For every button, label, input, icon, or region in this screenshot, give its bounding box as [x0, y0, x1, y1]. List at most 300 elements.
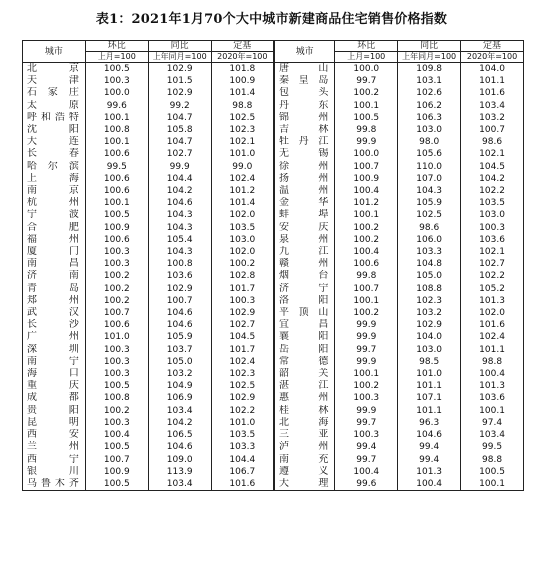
table-row [23, 270, 524, 282]
mom-cell: 100.1 [335, 100, 398, 112]
fixed-cell: 103.4 [461, 429, 524, 441]
city-cell: 丹 东 [274, 100, 335, 112]
city-cell: 福 州 [23, 234, 86, 246]
fixed-cell: 98.6 [461, 136, 524, 148]
yoy-cell: 102.7 [148, 148, 211, 160]
mom-cell: 100.5 [85, 478, 148, 491]
table-row [23, 466, 524, 478]
city-cell: 泉 州 [274, 234, 335, 246]
city-cell: 金 华 [274, 197, 335, 209]
fixed-cell: 101.0 [211, 148, 274, 160]
mom-cell: 100.6 [85, 148, 148, 160]
fixed-cell: 102.4 [211, 173, 274, 185]
city-cell: 长 沙 [23, 319, 86, 331]
fixed-cell: 102.0 [211, 246, 274, 258]
table-row [23, 75, 524, 87]
fixed-base-header: 2020年=100 [211, 52, 274, 63]
mom-cell: 99.8 [335, 124, 398, 136]
yoy-cell: 105.9 [148, 331, 211, 343]
table-row [23, 380, 524, 392]
fixed-cell: 105.2 [461, 283, 524, 295]
city-cell: 杭 州 [23, 197, 86, 209]
city-cell: 南 宁 [23, 356, 86, 368]
table-row [23, 417, 524, 429]
mom-cell: 100.6 [85, 173, 148, 185]
fixed-cell: 101.1 [461, 344, 524, 356]
mom-cell: 100.2 [85, 283, 148, 295]
city-cell: 天 津 [23, 75, 86, 87]
mom-cell: 100.4 [85, 429, 148, 441]
fixed-cell: 100.3 [461, 222, 524, 234]
fixed-cell: 101.6 [461, 87, 524, 99]
city-cell: 桂 林 [274, 405, 335, 417]
table-row [23, 246, 524, 258]
yoy-cell: 104.3 [398, 185, 461, 197]
mom-cell: 100.2 [335, 87, 398, 99]
yoy-cell: 106.5 [148, 429, 211, 441]
yoy-cell: 102.6 [398, 87, 461, 99]
table-row [23, 368, 524, 380]
fixed-base-header: 2020年=100 [461, 52, 524, 63]
mom-cell: 99.7 [335, 417, 398, 429]
fixed-cell: 100.2 [211, 258, 274, 270]
yoy-cell: 102.9 [148, 87, 211, 99]
fixed-cell: 101.3 [461, 380, 524, 392]
mom-cell: 100.7 [85, 307, 148, 319]
mom-cell: 101.0 [85, 331, 148, 343]
yoy-cell: 104.2 [148, 417, 211, 429]
city-cell: 温 州 [274, 185, 335, 197]
mom-cell: 99.9 [335, 405, 398, 417]
city-cell: 银 川 [23, 466, 86, 478]
yoy-cell: 101.1 [398, 380, 461, 392]
fixed-cell: 103.2 [461, 112, 524, 124]
city-cell: 三 亚 [274, 429, 335, 441]
yoy-cell: 105.8 [148, 124, 211, 136]
fixed-cell: 101.4 [211, 197, 274, 209]
yoy-cell: 100.4 [398, 478, 461, 491]
fixed-cell: 102.1 [461, 148, 524, 160]
fixed-cell: 102.2 [461, 185, 524, 197]
price-index-table [22, 40, 524, 491]
city-cell: 石家庄 [23, 87, 86, 99]
mom-cell: 99.6 [335, 478, 398, 491]
fixed-cell: 102.7 [461, 258, 524, 270]
yoy-cell: 105.0 [398, 270, 461, 282]
fixed-cell: 102.4 [461, 331, 524, 343]
table-row [23, 197, 524, 209]
mom-cell: 100.2 [85, 270, 148, 282]
yoy-cell: 109.8 [398, 63, 461, 76]
table-row [23, 307, 524, 319]
yoy-cell: 99.4 [398, 441, 461, 453]
mom-cell: 100.3 [85, 356, 148, 368]
fixed-cell: 102.5 [211, 380, 274, 392]
mom-cell: 100.5 [335, 112, 398, 124]
fixed-cell: 103.5 [461, 197, 524, 209]
mom-cell: 100.2 [335, 307, 398, 319]
city-cell: 惠 州 [274, 392, 335, 404]
yoy-header: 同比 [398, 41, 461, 52]
city-cell: 平顶山 [274, 307, 335, 319]
table-row [23, 478, 524, 491]
table-row [23, 173, 524, 185]
fixed-cell: 103.6 [461, 392, 524, 404]
city-cell: 合 肥 [23, 222, 86, 234]
city-cell: 南 充 [274, 454, 335, 466]
mom-base-header: 上月=100 [85, 52, 148, 63]
city-cell: 常 德 [274, 356, 335, 368]
yoy-cell: 110.0 [398, 161, 461, 173]
yoy-cell: 104.6 [148, 197, 211, 209]
city-cell: 成 都 [23, 392, 86, 404]
city-cell: 深 圳 [23, 344, 86, 356]
mom-cell: 100.6 [335, 258, 398, 270]
mom-cell: 100.8 [85, 124, 148, 136]
table-row [23, 392, 524, 404]
yoy-cell: 99.2 [148, 100, 211, 112]
yoy-cell: 104.7 [148, 112, 211, 124]
table-row [23, 356, 524, 368]
mom-cell: 100.0 [85, 87, 148, 99]
table-row [23, 331, 524, 343]
mom-cell: 100.1 [85, 112, 148, 124]
city-cell: 西 安 [23, 429, 86, 441]
mom-cell: 100.7 [335, 161, 398, 173]
city-cell: 洛 阳 [274, 295, 335, 307]
fixed-cell: 102.3 [211, 124, 274, 136]
mom-cell: 100.4 [335, 246, 398, 258]
yoy-cell: 103.4 [148, 478, 211, 491]
table-row [23, 454, 524, 466]
mom-cell: 99.8 [335, 270, 398, 282]
mom-cell: 100.9 [85, 222, 148, 234]
city-cell: 襄 阳 [274, 331, 335, 343]
fixed-cell: 102.1 [211, 136, 274, 148]
yoy-cell: 105.6 [398, 148, 461, 160]
fixed-cell: 99.0 [211, 161, 274, 173]
yoy-cell: 99.9 [148, 161, 211, 173]
mom-cell: 100.1 [335, 209, 398, 221]
yoy-cell: 104.6 [148, 307, 211, 319]
city-cell: 秦皇岛 [274, 75, 335, 87]
yoy-cell: 103.7 [148, 344, 211, 356]
yoy-cell: 101.0 [398, 368, 461, 380]
table-row [23, 112, 524, 124]
city-header: 城市 [274, 41, 335, 63]
mom-cell: 100.7 [335, 283, 398, 295]
yoy-cell: 104.0 [398, 331, 461, 343]
yoy-cell: 109.0 [148, 454, 211, 466]
city-cell: 锦 州 [274, 112, 335, 124]
city-cell: 济 宁 [274, 283, 335, 295]
mom-cell: 100.9 [85, 466, 148, 478]
fixed-cell: 103.6 [461, 234, 524, 246]
fixed-cell: 100.9 [211, 75, 274, 87]
yoy-cell: 107.1 [398, 392, 461, 404]
city-cell: 沈 阳 [23, 124, 86, 136]
yoy-cell: 100.8 [148, 258, 211, 270]
fixed-cell: 101.1 [461, 75, 524, 87]
yoy-cell: 108.8 [398, 283, 461, 295]
city-cell: 重 庆 [23, 380, 86, 392]
mom-cell: 99.7 [335, 454, 398, 466]
yoy-header: 同比 [148, 41, 211, 52]
city-cell: 湛 江 [274, 380, 335, 392]
mom-cell: 100.3 [85, 246, 148, 258]
fixed-cell: 101.8 [211, 63, 274, 76]
mom-cell: 100.3 [335, 429, 398, 441]
yoy-cell: 104.4 [148, 173, 211, 185]
yoy-cell: 98.5 [398, 356, 461, 368]
mom-cell: 100.4 [335, 185, 398, 197]
mom-cell: 99.7 [335, 344, 398, 356]
yoy-cell: 98.6 [398, 222, 461, 234]
city-cell: 遵 义 [274, 466, 335, 478]
mom-cell: 100.7 [85, 454, 148, 466]
mom-cell: 99.9 [335, 319, 398, 331]
fixed-cell: 103.0 [211, 234, 274, 246]
table-row [23, 148, 524, 160]
yoy-cell: 103.2 [148, 368, 211, 380]
city-cell: 郑 州 [23, 295, 86, 307]
yoy-cell: 103.4 [148, 405, 211, 417]
mom-header: 环比 [85, 41, 148, 52]
table-row [23, 319, 524, 331]
fixed-cell: 100.5 [461, 466, 524, 478]
yoy-cell: 106.2 [398, 100, 461, 112]
city-cell: 兰 州 [23, 441, 86, 453]
yoy-cell: 105.0 [148, 356, 211, 368]
mom-cell: 99.9 [335, 356, 398, 368]
mom-cell: 100.0 [335, 148, 398, 160]
city-header: 城市 [23, 41, 86, 63]
table-row [23, 100, 524, 112]
fixed-cell: 97.4 [461, 417, 524, 429]
yoy-cell: 102.9 [148, 63, 211, 76]
mom-cell: 100.3 [85, 368, 148, 380]
city-cell: 宜 昌 [274, 319, 335, 331]
mom-cell: 100.5 [85, 63, 148, 76]
mom-cell: 100.8 [85, 392, 148, 404]
city-cell: 南 昌 [23, 258, 86, 270]
city-cell: 南 京 [23, 185, 86, 197]
city-cell: 北 京 [23, 63, 86, 76]
fixed-cell: 100.3 [211, 295, 274, 307]
yoy-cell: 104.6 [148, 441, 211, 453]
yoy-cell: 98.0 [398, 136, 461, 148]
yoy-base-header: 上年同月=100 [398, 52, 461, 63]
mom-cell: 100.3 [85, 417, 148, 429]
fixed-cell: 102.2 [461, 270, 524, 282]
yoy-cell: 104.6 [148, 319, 211, 331]
mom-cell: 100.1 [335, 295, 398, 307]
mom-cell: 100.2 [335, 380, 398, 392]
city-cell: 赣 州 [274, 258, 335, 270]
yoy-cell: 101.1 [398, 405, 461, 417]
yoy-cell: 106.9 [148, 392, 211, 404]
city-cell: 九 江 [274, 246, 335, 258]
fixed-cell: 101.0 [211, 417, 274, 429]
fixed-cell: 103.3 [211, 441, 274, 453]
city-cell: 唐 山 [274, 63, 335, 76]
mom-cell: 100.5 [85, 441, 148, 453]
yoy-cell: 104.3 [148, 209, 211, 221]
city-cell: 太 原 [23, 100, 86, 112]
yoy-cell: 101.3 [398, 466, 461, 478]
table-row [23, 258, 524, 270]
fixed-cell: 104.2 [461, 173, 524, 185]
yoy-cell: 103.1 [398, 75, 461, 87]
fixed-cell: 102.7 [211, 319, 274, 331]
fixed-cell: 99.5 [461, 441, 524, 453]
fixed-cell: 101.6 [211, 478, 274, 491]
yoy-cell: 102.9 [398, 319, 461, 331]
fixed-cell: 101.2 [211, 185, 274, 197]
table-row [23, 344, 524, 356]
fixed-cell: 102.9 [211, 392, 274, 404]
table-title: 表1：2021年1月70个大中城市新建商品住宅销售价格指数 [95, 12, 448, 27]
table-row [23, 185, 524, 197]
fixed-cell: 98.8 [211, 100, 274, 112]
yoy-cell: 104.3 [148, 246, 211, 258]
mom-cell: 100.2 [335, 222, 398, 234]
mom-cell: 100.4 [335, 466, 398, 478]
fixed-cell: 106.7 [211, 466, 274, 478]
yoy-cell: 106.0 [398, 234, 461, 246]
fixed-cell: 104.5 [461, 161, 524, 173]
city-cell: 徐 州 [274, 161, 335, 173]
fixed-cell: 104.0 [461, 63, 524, 76]
yoy-cell: 104.9 [148, 380, 211, 392]
fixed-cell: 104.4 [211, 454, 274, 466]
city-cell: 扬 州 [274, 173, 335, 185]
yoy-cell: 106.3 [398, 112, 461, 124]
mom-cell: 100.2 [85, 295, 148, 307]
mom-cell: 100.0 [335, 63, 398, 76]
fixed-cell: 102.0 [461, 307, 524, 319]
city-cell: 上 海 [23, 173, 86, 185]
table-row [23, 124, 524, 136]
yoy-cell: 102.5 [398, 209, 461, 221]
yoy-cell: 102.9 [148, 283, 211, 295]
mom-cell: 99.7 [335, 75, 398, 87]
table-row [23, 63, 524, 76]
fixed-cell: 100.1 [461, 478, 524, 491]
fixed-cell: 100.1 [461, 405, 524, 417]
city-cell: 宁 波 [23, 209, 86, 221]
fixed-cell: 102.9 [211, 307, 274, 319]
city-cell: 烟 台 [274, 270, 335, 282]
table-row [23, 87, 524, 99]
fixed-cell: 101.4 [211, 87, 274, 99]
yoy-cell: 104.7 [148, 136, 211, 148]
yoy-cell: 103.0 [398, 344, 461, 356]
table-row [23, 429, 524, 441]
fixed-cell: 102.1 [461, 246, 524, 258]
fixed-header: 定基 [211, 41, 274, 52]
yoy-cell: 105.4 [148, 234, 211, 246]
mom-cell: 99.4 [335, 441, 398, 453]
yoy-cell: 104.3 [148, 222, 211, 234]
mom-cell: 99.9 [335, 136, 398, 148]
mom-cell: 100.5 [85, 380, 148, 392]
city-cell: 大 理 [274, 478, 335, 491]
yoy-cell: 104.2 [148, 185, 211, 197]
table-row [23, 222, 524, 234]
yoy-cell: 105.9 [398, 197, 461, 209]
mom-cell: 100.5 [85, 209, 148, 221]
fixed-cell: 98.8 [461, 356, 524, 368]
table-row [23, 161, 524, 173]
yoy-cell: 101.5 [148, 75, 211, 87]
yoy-cell: 100.7 [148, 295, 211, 307]
fixed-cell: 101.3 [461, 295, 524, 307]
fixed-cell: 102.5 [211, 112, 274, 124]
city-cell: 韶 关 [274, 368, 335, 380]
city-cell: 济 南 [23, 270, 86, 282]
yoy-cell: 103.2 [398, 307, 461, 319]
city-cell: 海 口 [23, 368, 86, 380]
yoy-cell: 104.6 [398, 429, 461, 441]
mom-cell: 100.2 [85, 405, 148, 417]
fixed-cell: 104.5 [211, 331, 274, 343]
mom-header: 环比 [335, 41, 398, 52]
yoy-cell: 103.3 [398, 246, 461, 258]
yoy-cell: 103.0 [398, 124, 461, 136]
table-row [23, 234, 524, 246]
fixed-cell: 102.2 [211, 405, 274, 417]
yoy-cell: 107.0 [398, 173, 461, 185]
city-cell: 北 海 [274, 417, 335, 429]
city-cell: 吉 林 [274, 124, 335, 136]
city-cell: 武 汉 [23, 307, 86, 319]
fixed-cell: 103.5 [211, 429, 274, 441]
mom-cell: 100.3 [85, 344, 148, 356]
fixed-cell: 102.3 [211, 368, 274, 380]
table-row [23, 136, 524, 148]
fixed-cell: 103.4 [461, 100, 524, 112]
table-row [23, 441, 524, 453]
city-cell: 西 宁 [23, 454, 86, 466]
yoy-cell: 102.3 [398, 295, 461, 307]
city-cell: 昆 明 [23, 417, 86, 429]
mom-cell: 100.1 [85, 197, 148, 209]
city-cell: 长 春 [23, 148, 86, 160]
fixed-cell: 102.0 [211, 209, 274, 221]
fixed-cell: 102.4 [211, 356, 274, 368]
yoy-cell: 99.4 [398, 454, 461, 466]
yoy-cell: 113.9 [148, 466, 211, 478]
city-cell: 哈尔滨 [23, 161, 86, 173]
table-body [23, 63, 524, 491]
fixed-header: 定基 [461, 41, 524, 52]
fixed-cell: 101.6 [461, 319, 524, 331]
yoy-cell: 103.6 [148, 270, 211, 282]
mom-cell: 100.9 [335, 173, 398, 185]
table-row [23, 209, 524, 221]
fixed-cell: 100.7 [461, 124, 524, 136]
fixed-cell: 101.7 [211, 344, 274, 356]
city-cell: 包 头 [274, 87, 335, 99]
city-cell: 乌鲁木齐 [23, 478, 86, 491]
mom-cell: 100.3 [335, 392, 398, 404]
mom-cell: 99.9 [335, 331, 398, 343]
mom-cell: 100.6 [85, 185, 148, 197]
fixed-cell: 102.8 [211, 270, 274, 282]
mom-cell: 100.6 [85, 234, 148, 246]
city-cell: 青 岛 [23, 283, 86, 295]
